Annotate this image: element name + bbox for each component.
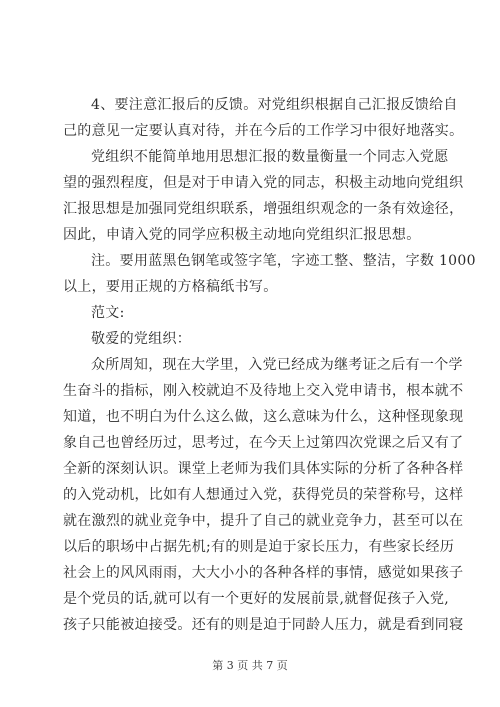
text-line: 以上，要用正规的方格稿纸书写。 xyxy=(63,279,278,295)
page-footer: 第 3 页 共 7 页 xyxy=(212,659,288,672)
text-line: 注。要用蓝黑色钢笔或签字笔，字迹工整、整洁，字数 1000 xyxy=(91,253,476,269)
text-line: 孩子只能被迫接受。还有的则是迫于同龄人压力，就是看到同寝 xyxy=(63,617,464,633)
text-line: 社会上的风风雨雨，大大小小的各种各样的事情，感觉如果孩子 xyxy=(63,565,464,581)
text-line: 以后的职场中占据先机;有的则是迫于家长压力，有些家长经历 xyxy=(63,539,455,555)
text-line: 生奋斗的指标，刚入校就迫不及待地上交入党申请书，根本就不 xyxy=(63,383,464,399)
paragraph-feedback xyxy=(63,92,463,144)
text-line: 望的强烈程度，但是对于申请入党的同志，积极主动地向党组织 xyxy=(63,175,464,191)
text-line: 敬爱的党组织： xyxy=(91,331,192,347)
text-line: 4、要注意汇报后的反馈。对党组织根据自己汇报反馈给自 xyxy=(91,97,458,113)
heading-sample xyxy=(63,300,463,326)
text-line: 就在激烈的就业竞争中，提升了自己的就业竞争力，甚至可以在 xyxy=(63,513,464,529)
text-line: 众所周知，现在大学里，入党已经成为继考证之后有一个学 xyxy=(91,357,463,373)
text-line: 象自己也曾经历过，思考过，在今天上过第四次党课之后又有了 xyxy=(63,435,464,451)
text-line: 汇报思想是加强同党组织联系，增强组织观念的一条有效途径， xyxy=(63,201,464,217)
paragraph-report-importance xyxy=(63,144,463,248)
paragraph-note xyxy=(63,248,476,300)
text-line: 范文: xyxy=(91,305,125,321)
text-line: 己的意见一定要认真对待，并在今后的工作学习中很好地落实。 xyxy=(63,123,464,139)
text-line: 党组织不能简单地用思想汇报的数量衡量一个同志入党愿 xyxy=(91,149,449,165)
text-line: 全新的深刻认识。课堂上老师为我们具体实际的分析了各种各样 xyxy=(63,461,464,477)
text-line: 的入党动机，比如有人想通过入党，获得党员的荣誉称号，这样 xyxy=(63,487,464,503)
text-line: 是个党员的话,就可以有一个更好的发展前景,就督促孩子入党, xyxy=(63,591,450,607)
text-line: 知道，也不明白为什么这么做，这么意味为什么，这种怪现象现 xyxy=(63,409,464,425)
paragraph-body xyxy=(63,352,463,638)
text-line: 因此，申请入党的同学应积极主动地向党组织汇报思想。 xyxy=(63,227,421,243)
salutation xyxy=(63,326,463,352)
